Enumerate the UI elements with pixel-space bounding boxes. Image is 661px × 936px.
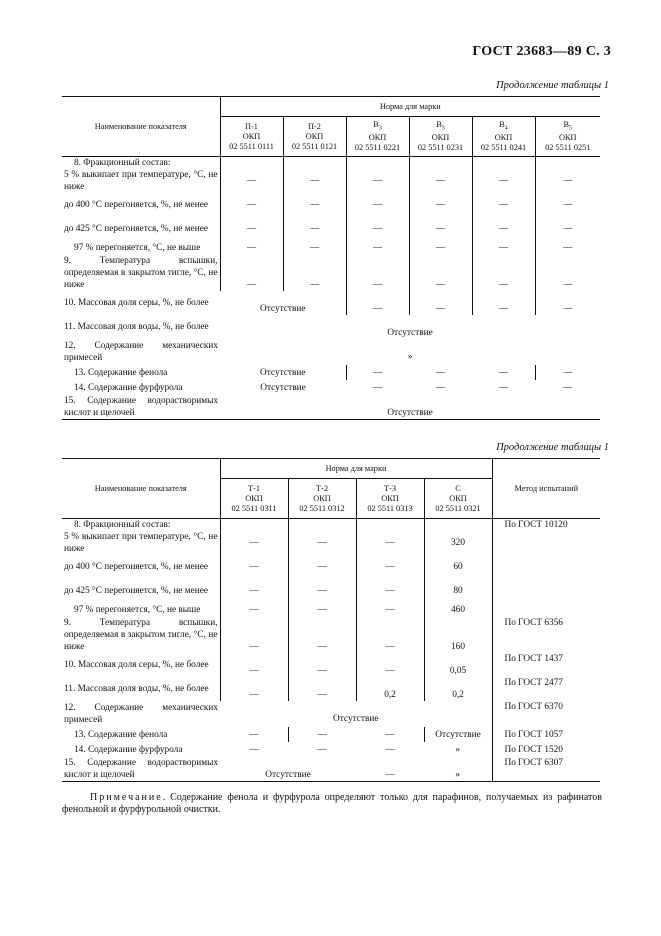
row-label: 13. Содержание фенола	[74, 729, 168, 740]
cell-dash: —	[288, 727, 356, 742]
cell-dash: —	[356, 617, 424, 653]
row-label: 14. Содержание фурфурола	[74, 744, 183, 755]
cell-dash: —	[346, 365, 409, 380]
grade-header: Т-1 ОКП 02 5511 0311	[220, 479, 288, 519]
cell-dash: —	[435, 382, 446, 393]
cell-ditto: »	[407, 352, 413, 362]
cell-dash: —	[356, 653, 424, 677]
cell-dash: —	[288, 603, 356, 617]
row-label: 12. Содержание механических примесей	[64, 703, 218, 725]
cell-dash: —	[346, 255, 409, 291]
cell-value: 80	[424, 579, 492, 603]
cell-ditto: »	[455, 744, 461, 755]
cell-dash: —	[283, 241, 346, 255]
cell-dash: —	[372, 382, 383, 393]
cell-value: 60	[424, 555, 492, 579]
cell-dash: —	[435, 367, 446, 378]
cell-dash: —	[220, 579, 288, 603]
cell-absent: Отсутствие	[424, 727, 492, 742]
row-label: 14. Содержание фурфурола	[74, 382, 183, 393]
cell-dash: —	[472, 291, 535, 315]
cell-absent: Отсутствие	[265, 770, 311, 780]
test-method: По ГОСТ 6370	[492, 701, 600, 727]
grade-header: $В_5$ ОКП 02 5511 0251	[535, 117, 600, 157]
cell-value: 0,2	[424, 677, 492, 701]
row-label: 10. Массовая доля серы, %, не более	[64, 660, 209, 670]
cell-dash: —	[535, 169, 600, 193]
cell-dash: —	[220, 555, 288, 579]
row-label: 5 % выкипает при температуре, °С, не ниже	[64, 532, 218, 554]
grade-header: $В_3$ ОКП 02 5511 0231	[409, 117, 472, 157]
cell-dash: —	[498, 367, 508, 378]
note-label: Примечание	[90, 792, 163, 803]
row-label: до 425 °С перегоняется, %, не менее	[64, 586, 208, 596]
cell-dash: —	[535, 241, 600, 255]
cell-dash: —	[472, 241, 535, 255]
cell-dash: —	[346, 291, 409, 315]
column-header-name: Наименование показателя	[62, 459, 220, 519]
test-method: По ГОСТ 2477	[492, 677, 600, 701]
row-label: до 400 °С перегоняется, %, не менее	[64, 562, 208, 572]
cell-dash: —	[220, 217, 283, 241]
properties-table-1	[62, 96, 600, 420]
cell-dash: —	[220, 255, 283, 291]
row-label: 97 % перегоняется, °С, не выше	[74, 605, 201, 615]
grade-header: $В_3$ ОКП 02 5511 0221	[346, 117, 409, 157]
cell-dash: —	[409, 255, 472, 291]
column-header-norm: Норма для марки	[220, 97, 600, 117]
cell-value: 0,2	[356, 677, 424, 701]
note-text: . Содержание фенола и фурфурола определяют только для парафинов, получаемых из рафинатов фенольной и фурфурольной очистки.	[62, 792, 602, 815]
row-label: до 425 °С перегоняется, %, не менее	[64, 224, 208, 234]
cell-dash: —	[472, 193, 535, 217]
cell-absent: Отсутствие	[260, 367, 306, 378]
cell-dash: —	[288, 653, 356, 677]
cell-value: 160	[424, 617, 492, 653]
row-label: 10. Массовая доля серы, %, не более	[64, 298, 209, 308]
table-continuation-label: Продолжение таблицы 1	[496, 442, 609, 453]
cell-dash: —	[283, 217, 346, 241]
grade-header: С ОКП 02 5511 0321	[424, 479, 492, 519]
cell-absent: Отсутствие	[333, 714, 379, 724]
cell-dash: —	[535, 365, 600, 380]
cell-dash: —	[346, 193, 409, 217]
cell-dash: —	[283, 193, 346, 217]
cell-dash: —	[220, 653, 288, 677]
cell-dash: —	[562, 382, 573, 393]
cell-ditto: »	[455, 770, 461, 780]
cell-dash: —	[283, 169, 346, 193]
cell-dash: —	[220, 193, 283, 217]
test-method: По ГОСТ 10120	[492, 519, 600, 532]
cell-value: 320	[424, 531, 492, 555]
test-method: По ГОСТ 1520	[492, 742, 600, 757]
column-header-norm: Норма для марки	[220, 459, 492, 479]
test-method: По ГОСТ 1057	[492, 727, 600, 742]
row-label: 5 % выкипает при температуре, °С, не ниже	[64, 170, 218, 192]
cell-dash: —	[409, 193, 472, 217]
cell-dash: —	[220, 677, 288, 701]
cell-dash: —	[409, 217, 472, 241]
cell-dash: —	[356, 579, 424, 603]
properties-table-2	[62, 458, 600, 782]
row-label: 15. Содержание водорастворимых кислот и щелочей	[64, 396, 218, 418]
cell-dash: —	[283, 255, 346, 291]
grade-header: П-2 ОКП 02 5511 0121	[283, 117, 346, 157]
cell-dash: —	[288, 677, 356, 701]
cell-dash: —	[535, 193, 600, 217]
grade-header: П-1 ОКП 02 5511 0111	[220, 117, 283, 157]
row-label: 12. Содержание механических примесей	[64, 341, 218, 363]
cell-value: 460	[424, 603, 492, 617]
column-header-name: Наименование показателя	[62, 97, 220, 157]
grade-header: Т-3 ОКП 02 5511 0313	[356, 479, 424, 519]
cell-dash: —	[220, 169, 283, 193]
cell-dash: —	[356, 531, 424, 555]
cell-dash: —	[356, 603, 424, 617]
cell-dash: —	[409, 291, 472, 315]
cell-dash: —	[288, 531, 356, 555]
cell-dash: —	[288, 617, 356, 653]
cell-dash: —	[317, 744, 327, 755]
cell-dash: —	[409, 241, 472, 255]
cell-absent: Отсутствие	[387, 408, 433, 418]
cell-dash: —	[249, 729, 259, 740]
test-method: По ГОСТ 1437	[492, 653, 600, 677]
row-label: 15. Содержание водорастворимых кислот и щелочей	[64, 758, 218, 780]
cell-dash: —	[385, 770, 395, 780]
cell-value: 0,05	[424, 653, 492, 677]
cell-absent: Отсутствие	[387, 328, 433, 338]
table-continuation-label: Продолжение таблицы 1	[496, 80, 609, 91]
row-label: 9. Температура вспышки, определяемая в закрытом тигле, °С, не ниже	[64, 256, 218, 290]
row-label: 97 % перегоняется, °С, не выше	[74, 243, 201, 253]
cell-dash: —	[535, 255, 600, 291]
page-header: ГОСТ 23683—89 С. 3	[472, 44, 611, 59]
cell-dash: —	[346, 217, 409, 241]
column-header-method: Метод испытаний	[492, 459, 600, 519]
cell-dash: —	[498, 382, 509, 393]
cell-dash: —	[346, 169, 409, 193]
row-label: до 400 °С перегоняется, %, не менее	[64, 200, 208, 210]
cell-dash: —	[220, 617, 288, 653]
row-label: 11. Массовая доля воды, %, не более	[64, 684, 209, 694]
table-note	[62, 792, 602, 816]
cell-dash: —	[220, 241, 283, 255]
grade-header: Т-2 ОКП 02 5511 0312	[288, 479, 356, 519]
cell-dash: —	[535, 291, 600, 315]
test-method: По ГОСТ 6356	[492, 617, 600, 653]
cell-dash: —	[288, 579, 356, 603]
cell-dash: —	[472, 255, 535, 291]
cell-absent: Отсутствие	[260, 382, 306, 393]
cell-dash: —	[385, 744, 395, 755]
cell-dash: —	[249, 744, 259, 755]
cell-dash: —	[346, 241, 409, 255]
cell-dash: —	[472, 217, 535, 241]
cell-dash: —	[356, 555, 424, 579]
cell-dash: —	[472, 169, 535, 193]
cell-dash: —	[409, 169, 472, 193]
row-label: 8. Фракционный состав:	[74, 158, 171, 168]
cell-dash: —	[535, 217, 600, 241]
cell-absent: Отсутствие	[260, 304, 306, 314]
cell-dash: —	[220, 603, 288, 617]
cell-dash: —	[288, 555, 356, 579]
cell-dash: —	[220, 531, 288, 555]
row-label: 13. Содержание фенола	[74, 367, 168, 378]
test-method: По ГОСТ 6307	[492, 757, 600, 782]
row-label: 11. Массовая доля воды, %, не более	[64, 322, 209, 332]
row-label: 8. Фракционный состав:	[74, 520, 171, 530]
cell-dash: —	[385, 729, 395, 740]
row-label: 9. Температура вспышки, определяемая в закрытом тигле, °С, не ниже	[64, 618, 218, 652]
grade-header: $В_4$ ОКП 02 5511 0241	[472, 117, 535, 157]
